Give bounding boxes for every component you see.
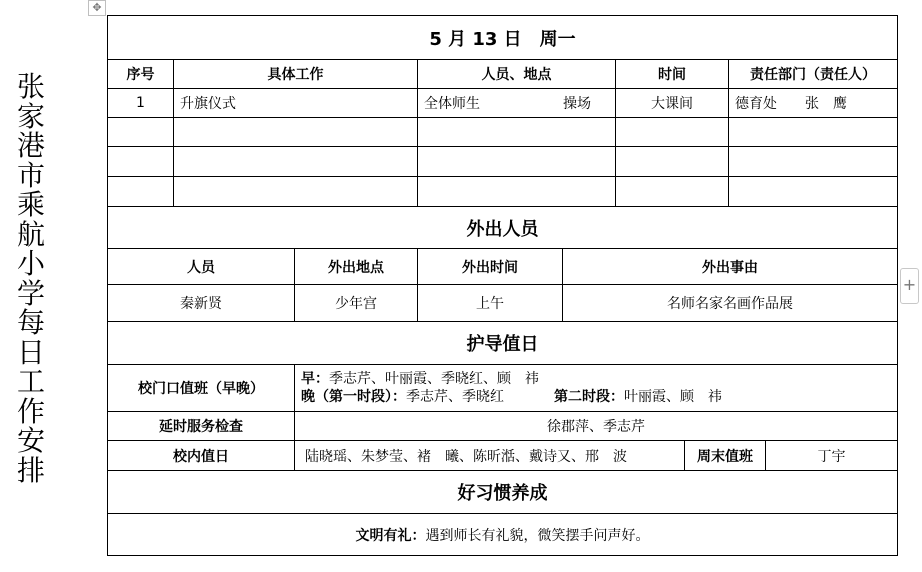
delay-service-label: 延时服务检查 (108, 412, 295, 441)
col-header-time: 时间 (616, 60, 729, 89)
gate-evening-line (301, 388, 722, 406)
schedule-table (107, 15, 898, 556)
empty-cell (616, 147, 729, 177)
outing-header-reason: 外出事由 (563, 249, 897, 285)
empty-cell (108, 118, 174, 147)
col-header-dept: 责任部门（责任人） (729, 60, 897, 89)
date-header: 5 月 13 日 周一 (108, 16, 897, 60)
table-move-handle-icon[interactable]: ✥ (88, 0, 106, 16)
gate-evening2-names: 叶丽霞、顾 祎 (624, 389, 722, 405)
habit-text: 遇到师长有礼貌，微笑摆手问声好。 (425, 527, 650, 544)
row-1-place: 操场 (563, 96, 591, 112)
outing-title: 外出人员 (108, 207, 897, 249)
row-1-work: 升旗仪式 (174, 89, 418, 118)
col-header-no: 序号 (108, 60, 174, 89)
gate-morning-line (301, 370, 539, 388)
gate-morning-label: 早： (301, 371, 329, 387)
weekend-duty-name: 丁宇 (766, 441, 897, 471)
row-1-no: 1 (108, 89, 174, 118)
outing-header-person: 人员 (108, 249, 295, 285)
add-column-icon[interactable]: + (900, 268, 919, 304)
outing-time: 上午 (418, 285, 563, 322)
empty-cell (174, 118, 418, 147)
outing-header-place: 外出地点 (295, 249, 418, 285)
empty-cell (418, 147, 616, 177)
col-header-work: 具体工作 (174, 60, 418, 89)
empty-cell (729, 118, 897, 147)
empty-cell (418, 177, 616, 207)
outing-place: 少年宫 (295, 285, 418, 322)
outing-reason: 名师名家名画作品展 (563, 285, 897, 322)
side-title: 张家港市乘航小学每日工作安排 (16, 70, 45, 487)
gate-duty-names (295, 365, 897, 412)
empty-cell (729, 147, 897, 177)
habit-content (108, 514, 897, 555)
outing-header-time: 外出时间 (418, 249, 563, 285)
row-1-dept-name: 德育处 (735, 96, 777, 112)
gate-evening1-names: 季志芹、季晓红 (406, 389, 504, 405)
row-1-people-place (418, 89, 616, 118)
duty-title: 护导值日 (108, 322, 897, 365)
gate-evening1-label: 晚（第一时段）： (301, 389, 406, 405)
delay-service-names: 徐郡萍、季志芹 (295, 412, 897, 441)
weekend-duty-label: 周末值班 (685, 441, 766, 471)
row-1-people: 全体师生 (424, 96, 480, 112)
empty-cell (729, 177, 897, 207)
empty-cell (418, 118, 616, 147)
empty-cell (108, 177, 174, 207)
empty-cell (174, 177, 418, 207)
habit-label: 文明有礼： (355, 527, 426, 544)
row-1-dept-person: 张 鹰 (805, 96, 847, 112)
empty-cell (616, 177, 729, 207)
campus-duty-names: 陆晓瑶、朱梦莹、褚 曦、陈昕湉、戴诗又、邢 波 (295, 441, 685, 471)
gate-evening2-label: 第二时段： (554, 389, 624, 405)
gate-morning-names: 季志芹、叶丽霞、季晓红、顾 祎 (329, 371, 539, 387)
outing-person: 秦新贤 (108, 285, 295, 322)
empty-cell (174, 147, 418, 177)
col-header-people-place: 人员、地点 (418, 60, 616, 89)
empty-cell (616, 118, 729, 147)
gate-duty-label: 校门口值班（早晚） (108, 365, 295, 412)
row-1-dept (729, 89, 897, 118)
empty-cell (108, 147, 174, 177)
row-1-time: 大课间 (616, 89, 729, 118)
habit-title: 好习惯养成 (108, 471, 897, 514)
campus-duty-label: 校内值日 (108, 441, 295, 471)
